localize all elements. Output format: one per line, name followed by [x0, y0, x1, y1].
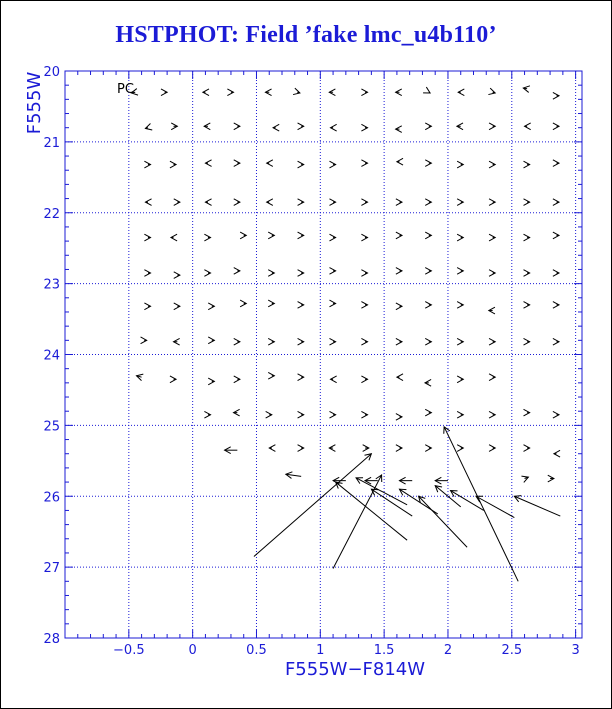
vector-arrow [553, 92, 559, 99]
vector-arrow [553, 160, 559, 167]
vector-arrow [145, 199, 151, 206]
vector-arrow [425, 123, 431, 130]
axis-layer [43, 65, 582, 658]
vector-arrow [489, 411, 495, 418]
x-tick-label: 3 [571, 643, 580, 658]
vector-arrow [425, 302, 431, 309]
x-tick-label: 0.5 [246, 643, 267, 658]
vector-arrow [361, 124, 367, 131]
x-tick-label: 2 [443, 643, 453, 658]
vector-arrow [144, 270, 150, 277]
vector-arrow [329, 199, 335, 206]
vector-arrow [268, 270, 274, 277]
vector-arrow [268, 338, 274, 345]
vector-arrow [457, 338, 463, 345]
vector-arrow [298, 161, 304, 168]
vector-arrow [273, 124, 279, 131]
vector-arrow [523, 86, 530, 93]
vector-arrow [174, 272, 180, 279]
vector-arrow [171, 234, 177, 241]
vector-arrow [489, 374, 495, 381]
vector-arrow [425, 338, 431, 345]
panel-label: PC [117, 82, 134, 97]
vector-arrow [174, 303, 180, 310]
vector-arrow [170, 376, 176, 383]
vector-arrow [361, 376, 367, 383]
vector-arrow [396, 414, 402, 421]
vector-arrow [457, 161, 463, 168]
vector-arrow [524, 161, 530, 168]
vector-arrow [227, 89, 233, 96]
vector-arrow [457, 234, 463, 241]
y-axis-label: F555W [24, 71, 45, 135]
vector-arrow [361, 234, 367, 241]
vector-arrow [329, 338, 335, 345]
vector-arrow [336, 482, 407, 540]
vector-arrow [174, 338, 180, 345]
vector-arrow [457, 268, 463, 275]
vector-arrow [444, 427, 518, 582]
vector-arrow [136, 374, 143, 380]
vector-arrow [553, 270, 559, 277]
vector-arrow [298, 270, 304, 277]
vector-arrow [268, 300, 274, 307]
vector-arrow [457, 123, 463, 130]
vector-arrow [298, 123, 304, 130]
y-tick-label: 24 [43, 348, 60, 364]
vector-arrow [234, 123, 240, 130]
vector-arrow [396, 89, 402, 96]
vector-arrow [524, 445, 530, 452]
vector-arrow [361, 338, 367, 345]
vector-arrow [208, 337, 214, 344]
vector-arrow [425, 199, 431, 206]
vector-arrow [524, 270, 530, 277]
vector-arrow [361, 270, 367, 277]
y-tick-label: 26 [43, 490, 60, 506]
vector-arrow [240, 300, 246, 307]
vector-arrow [161, 89, 167, 96]
x-tick-label: 0 [188, 643, 197, 658]
vector-arrow [266, 411, 272, 418]
vector-arrow [331, 124, 337, 131]
vector-arrow [145, 124, 152, 130]
vector-arrow [524, 302, 530, 309]
vector-arrow [553, 411, 559, 418]
vector-arrow [553, 199, 559, 206]
vector-arrow [476, 496, 514, 517]
vector-arrow [170, 161, 176, 168]
vector-arrow [298, 445, 304, 452]
vector-arrow [298, 374, 304, 381]
vector-arrow [268, 372, 274, 379]
vector-arrow [425, 268, 431, 275]
vector-arrow [489, 199, 495, 206]
vector-arrow [329, 445, 335, 452]
vector-arrow [397, 374, 403, 381]
vector-arrow [554, 450, 560, 457]
vector-arrow [524, 338, 530, 345]
vector-arrow [361, 302, 367, 309]
vector-arrow [361, 160, 367, 167]
vector-arrow [524, 234, 530, 241]
vector-arrow [298, 199, 304, 206]
vector-arrow [489, 123, 495, 130]
vector-arrow [174, 199, 180, 206]
vector-arrow [329, 161, 335, 168]
vector-arrow [553, 302, 559, 309]
vector-arrow [457, 445, 463, 452]
vector-arrow [399, 477, 412, 484]
vector-arrow [425, 409, 431, 416]
vector-arrow [521, 476, 528, 482]
x-axis-label: F555W−F814W [284, 659, 426, 680]
vector-arrow [525, 123, 531, 130]
vector-arrow [171, 123, 177, 130]
vector-arrow [204, 123, 210, 130]
vector-arrow [425, 160, 431, 167]
vector-arrow [204, 411, 210, 418]
vector-arrow [396, 232, 402, 239]
vector-arrow [423, 87, 430, 93]
vector-arrow [396, 303, 402, 310]
vector-arrow [457, 411, 463, 418]
vector-arrow [204, 270, 210, 277]
vector-arrow [269, 445, 275, 452]
vector-arrow [329, 411, 335, 418]
vector-arrow [458, 89, 464, 96]
vector-arrow [265, 89, 271, 96]
vector-arrow [205, 160, 211, 167]
vector-arrow [203, 89, 209, 96]
vector-arrow [489, 234, 495, 241]
chart-title: HSTPHOT: Field ’fake lmc_u4b110’ [115, 22, 497, 48]
vector-arrow [144, 234, 150, 241]
y-tick-label: 27 [43, 561, 60, 577]
vector-arrow [205, 199, 211, 206]
vector-arrow [457, 376, 463, 383]
vector-arrow [553, 123, 559, 130]
y-tick-label: 23 [43, 277, 60, 293]
vector-arrow [488, 88, 495, 94]
vector-arrow [141, 337, 147, 344]
vector-arrow [514, 496, 560, 516]
vector-layer [131, 86, 560, 581]
y-tick-label: 20 [43, 65, 60, 80]
vector-arrow [553, 232, 559, 239]
vector-arrow [329, 89, 335, 96]
vector-arrow [267, 199, 273, 206]
vector-arrow [234, 338, 240, 345]
vector-arrow [361, 89, 367, 96]
vector-arrow [425, 232, 431, 239]
x-tick-label: 1.5 [373, 643, 395, 658]
vector-arrow [396, 268, 402, 275]
vector-arrow [331, 376, 337, 383]
vector-arrow [363, 445, 369, 452]
vector-arrow [208, 378, 214, 385]
vector-arrow [234, 376, 240, 383]
vector-arrow [286, 472, 301, 479]
vector-arrow [396, 199, 402, 206]
vector-arrow [234, 199, 240, 206]
vector-arrow [268, 232, 274, 239]
vector-arrow [457, 199, 463, 206]
vector-arrow [425, 445, 431, 452]
vector-arrow [489, 445, 495, 452]
vector-arrow [329, 300, 335, 307]
y-tick-label: 25 [43, 419, 60, 435]
vector-arrow [234, 268, 240, 275]
vector-arrow [254, 454, 371, 557]
vector-arrow [144, 161, 150, 168]
vector-arrow [396, 338, 402, 345]
vector-arrow [489, 338, 495, 345]
vector-arrow [396, 126, 402, 133]
y-tick-label: 21 [43, 135, 60, 151]
vector-arrow [489, 161, 495, 168]
vector-arrow [293, 88, 300, 94]
vector-arrow [457, 302, 463, 309]
vector-arrow [361, 199, 367, 206]
vector-arrow [524, 199, 530, 206]
x-tick-label: −0.5 [113, 643, 145, 658]
vector-arrow [489, 270, 495, 277]
vector-arrow [548, 475, 554, 482]
vector-arrow [435, 477, 448, 484]
y-tick-label: 22 [43, 206, 60, 222]
vector-arrow [240, 232, 246, 239]
vector-arrow [553, 338, 559, 345]
vector-arrow [361, 411, 367, 418]
vector-arrow [329, 234, 335, 241]
vector-arrow [298, 302, 304, 309]
x-tick-label: 1 [316, 643, 325, 658]
vector-arrow [329, 268, 335, 275]
vector-arrow [144, 303, 150, 310]
vector-arrow [208, 303, 214, 310]
vector-arrow [298, 338, 304, 345]
vector-arrow [225, 447, 238, 454]
vector-arrow [419, 496, 468, 547]
vector-arrow [489, 307, 495, 314]
vector-arrow [425, 379, 431, 386]
vector-arrow [524, 409, 530, 416]
vector-arrow [234, 160, 240, 167]
vector-arrow [234, 409, 240, 416]
x-tick-label: 2.5 [501, 643, 523, 658]
vector-arrow [298, 411, 304, 418]
vector-arrow [298, 232, 304, 239]
vector-arrow [396, 445, 402, 452]
vector-arrow [397, 158, 403, 165]
y-tick-label: 28 [43, 632, 60, 647]
vector-arrow [267, 160, 273, 167]
vector-arrow [204, 234, 210, 241]
